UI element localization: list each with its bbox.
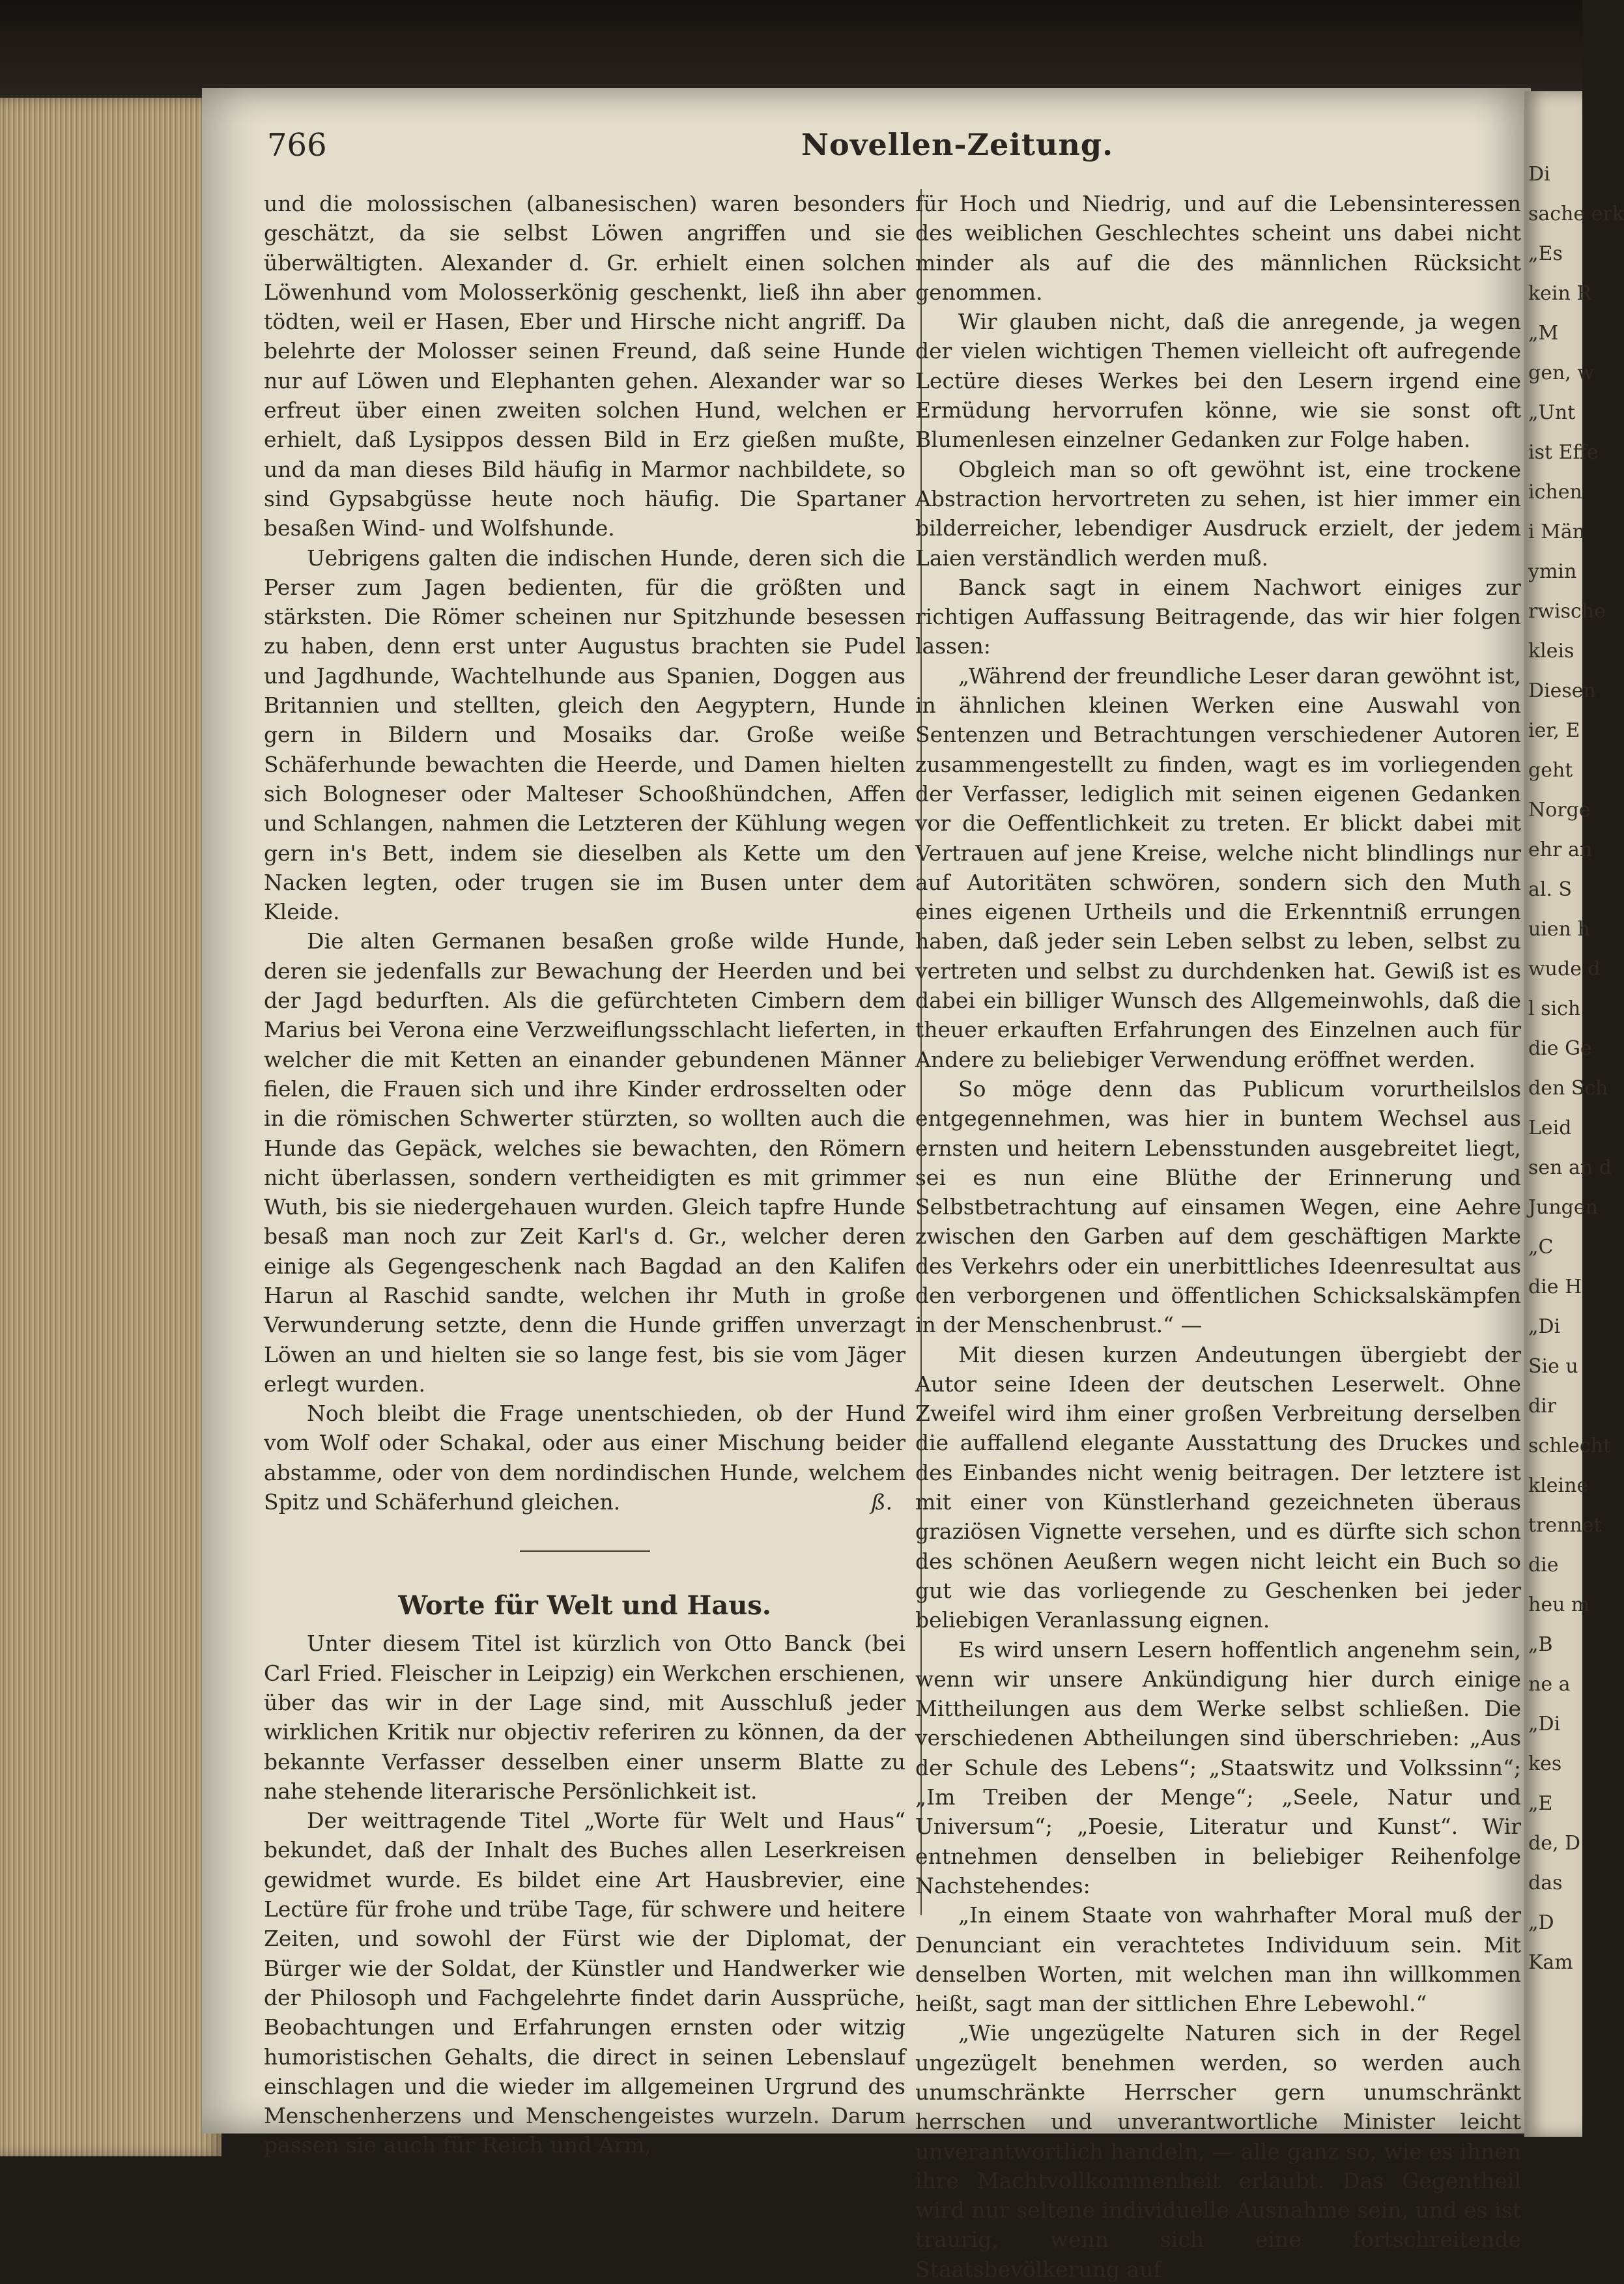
adjacent-page-text: „Es: [1528, 242, 1563, 265]
adjacent-page-text: die H: [1528, 1276, 1582, 1298]
adjacent-page-text: „Di: [1528, 1713, 1561, 1735]
section-divider: [520, 1550, 650, 1552]
quote-paragraph: So möge denn das Publicum vorurtheilslos entgegennehmen, was hier in buntem Wechsel aus ernsten und heitern Lebensstunden ausgebreitet liegt, sei es nun eine Blüthe der Erinnerung und Selbstbetrachtung auf einsamen Wegen, eine Aehre zwischen den Garben auf dem geschäftigen Markte des Verkehrs oder ein unerbittliches Ideenresultat aus den verborgenen und öffentlichen Schicksalskämpfen in der Menschenbrust.“ —: [915, 1076, 1521, 1338]
adjacent-page-text: sache erk: [1528, 203, 1624, 225]
paragraph: Mit diesen kurzen Andeutungen übergiebt der Autor seine Ideen der deutschen Leserwelt. Ohne Zweifel wird ihm einer großen Verbreitung derselben die auffallend elegante Ausstattung des Druckes und des Einbandes nicht wenig beitragen. Der letztere ist mit einer von Künstlerhand gezeichneten überaus graziösen Vignette versehen, und es dürfte sich schon des schönen Aeußern wegen nicht leicht ein Buch so gut wie das vorliegende zu Geschenken bei jeder beliebigen Veranlassung eignen.: [915, 1341, 1521, 1633]
paragraph: Obgleich man so oft gewöhnt ist, eine trockene Abstraction hervortreten zu sehen, ist hier immer ein bilderreicher, lebendiger Ausdruck erzielt, der jedem Laien verständlich werden muß.: [915, 456, 1521, 571]
adjacent-page-text: „M: [1528, 322, 1559, 345]
adjacent-page-text: rwische: [1528, 600, 1606, 623]
paragraph: Banck sagt in einem Nachwort einiges zur richtigen Auffassung Beitragende, das wir hier folgen lassen:: [915, 574, 1521, 659]
paragraph: Es wird unsern Lesern hoffentlich angenehm sein, wenn wir unsere Ankündigung hier durch einige Mittheilungen aus dem Werke selbst schließen. Die verschiedenen Abtheilungen sind überschrieben: „Aus der Schule des Lebens“; „Staatswitz und Volkssinn“; „Im Treiben der Menge“; „Seele, Natur und Universum“; „Poesie, Literatur und Kunst“. Wir entnehmen denselben in beliebiger Reihenfolge Nachstehendes:: [915, 1636, 1521, 1898]
adjacent-page-text: ist Effe: [1528, 441, 1599, 464]
paragraph-text: Noch bleibt die Frage unentschieden, ob der Hund vom Wolf oder Schakal, oder aus einer Mischung beider abstamme, oder von dem nordindischen Hunde, welchem Spitz und Schäferhund gleichen.: [264, 1401, 905, 1515]
quote-paragraph: „Während der freundliche Leser daran gewöhnt ist, in ähnlichen kleinen Werken eine Auswahl von Sentenzen und Betrachtungen verschiedener Autoren zusammengestellt zu finden, wagt es im vorliegenden der Verfasser, lediglich mit seinen eigenen Gedanken vor die Oeffentlichkeit zu treten. Er blickt dabei mit Vertrauen auf jene Kreise, welche nicht blindlings nur auf Autoritäten schwören, sondern sich den Muth eines eigenen Urtheils und die Erkenntniß errungen haben, daß jeder sein Leben selbst zu leben, selbst zu vertreten und selbst zu durchdenken hat. Gewiß ist es dabei ein billiger Wunsch des Allgemeinwohls, daß die theuer erkauften Erfahrungen des Einzelnen auch für Andere zu beliebiger Verwendung eröffnet werden.: [915, 663, 1521, 1072]
paragraph: Unter diesem Titel ist kürzlich von Otto Banck (bei Carl Fried. Fleischer in Leipzig) ein Werkchen erschienen, über das wir in der Lage sind, mit Ausschluß jeder wirklichen Kritik nur objectiv referiren zu können, da der bekannte Verfasser desselben einer unserm Blatte zu nahe stehende literarische Persönlichkeit ist.: [264, 1631, 905, 1804]
adjacent-page-text: „D: [1528, 1911, 1554, 1934]
adjacent-page-text: gen, w: [1528, 362, 1595, 384]
paragraph: Der weittragende Titel „Worte für Welt und Haus“ bekundet, daß der Inhalt des Buches allen Leserkreisen gewidmet wurde. Es bildet eine Art Hausbrevier, eine Lectüre für frohe und trübe Tage, für schwere und heitere Zeiten, und sowohl der Fürst wie der Diplomat, der Bürger wie der Soldat, der Künstler und Handwerker wie der Philosoph und Fachgelehrte findet darin Aussprüche, Beobachtungen und Erfahrungen ernsten oder witzig humoristischen Gehalts, die direct in seinen Lebenslauf einschlagen und die wieder im allgemeinen Urgrund des Menschenherzens und Menschengeistes wurzeln. Darum passen sie auch für Reich und Arm,: [264, 1808, 905, 2158]
adjacent-page-text: kein R: [1528, 282, 1591, 305]
adjacent-page-text: Norge: [1528, 799, 1591, 821]
adjacent-page-text: ichen: [1528, 481, 1582, 504]
running-title: Novellen-Zeitung.: [801, 127, 1114, 162]
adjacent-page-text: die Ge: [1528, 1037, 1592, 1060]
paragraph: und die molossischen (albanesischen) waren besonders geschätzt, da sie selbst Löwen angriffen und sie überwältigten. Alexander d. Gr. erhielt einen solchen Löwenhund vom Molosserkönig geschenkt, ließ ihn aber tödten, weil er Hasen, Eber und Hirsche nicht angriff. Da belehrte der Molosser seinen Freund, daß seine Hunde nur auf Löwen und Elephanten gehen. Alexander war so erfreut über einen zweiten solchen Hund, welchen er erhielt, daß Lysippos dessen Bild in Erz gießen mußte, und da man dieses Bild häufig in Marmor nachbildete, so sind Gypsabgüsse heute noch häufig. Die Spartaner besaßen Wind- und Wolfshunde.: [264, 191, 905, 541]
adjacent-page-text: „C: [1528, 1236, 1554, 1259]
adjacent-page-fragment: [1524, 91, 1624, 2137]
adjacent-page-text: das: [1528, 1872, 1563, 1894]
adjacent-page-text: Kam: [1528, 1951, 1573, 1974]
adjacent-page-text: wude d: [1528, 958, 1601, 980]
section-title: Worte für Welt und Haus.: [398, 1590, 771, 1621]
adjacent-page-text: kleis: [1528, 640, 1574, 663]
page-header: [267, 127, 1472, 173]
paragraph: Die alten Germanen besaßen große wilde Hunde, deren sie jedenfalls zur Bewachung der Heerden und bei der Jagd bedurften. Als die gefürchteten Cimbern dem Marius bei Verona eine Verzweiflungsschlacht lieferten, in welcher die mit Ketten an einander gebundenen Männer fielen, die Frauen sich und ihre Kinder erdrosselten oder in die römischen Schwerter stürzten, so wollten auch die Hunde das Gepäck, welches sie bewachten, den Römern nicht überlassen, sondern vertheidigten es mit grimmer Wuth, bis sie niedergehauen wurden. Gleich tapfre Hunde besaß man noch zur Zeit Karl's d. Gr., welcher deren einige als Gegengeschenk nach Bagdad an den Kalifen Harun al Raschid sandte, welchen ihr Muth in große Verwunderung setzte, denn die Hunde griffen unverzagt Löwen an und hielten sie so lange fest, bis sie vom Jäger erlegt wurden.: [264, 928, 905, 1397]
adjacent-page-text: Sie u: [1528, 1355, 1578, 1378]
adjacent-page-text: kes: [1528, 1752, 1562, 1775]
book-page-edges: [0, 98, 221, 2156]
paragraph: für Hoch und Niedrig, und auf die Lebensinteressen des weiblichen Geschlechtes scheint uns dabei nicht minder als auf die des männlichen Rücksicht genommen.: [915, 191, 1521, 305]
adjacent-page-text: „E: [1528, 1792, 1553, 1815]
adjacent-page-text: ier, E: [1528, 719, 1580, 742]
adjacent-page-text: „Di: [1528, 1315, 1561, 1338]
adjacent-page-text: l sich: [1528, 997, 1581, 1020]
adjacent-page-text: schlecht: [1528, 1435, 1612, 1457]
adjacent-page-text: trennet: [1528, 1514, 1602, 1537]
paragraph: [264, 1399, 905, 1517]
adjacent-page-text: „Unt: [1528, 401, 1576, 424]
adjacent-page-text: sen an d: [1528, 1156, 1612, 1179]
left-column: [264, 189, 905, 2160]
adjacent-page-text: geht: [1528, 759, 1573, 782]
adjacent-page-text: de, D: [1528, 1832, 1581, 1855]
right-column: [915, 189, 1521, 2284]
adjacent-page-text: ymin: [1528, 560, 1577, 583]
adjacent-page-text: Di: [1528, 163, 1550, 186]
adjacent-page-text: heu m: [1528, 1593, 1590, 1616]
adjacent-page-text: kleine: [1528, 1474, 1589, 1497]
adjacent-page-text: al. S: [1528, 878, 1573, 901]
adjacent-page-text: Leid: [1528, 1117, 1572, 1139]
adjacent-page-text: „B: [1528, 1633, 1553, 1656]
adjacent-page-text: den Sch: [1528, 1077, 1608, 1100]
adjacent-page-text: Jungen: [1528, 1196, 1598, 1219]
quote-paragraph: „In einem Staate von wahrhafter Moral muß der Denunciant ein verachtetes Individuum sein. Mit denselben Worten, mit welchen man ihn willkommen heißt, sagt man der sittlichen Ehre Lebewohl.“: [915, 1902, 1521, 2017]
adjacent-page-text: i Män: [1528, 521, 1586, 543]
quote-paragraph: „Wie ungezügelte Naturen sich in der Regel ungezügelt benehmen werden, so werden auch unumschränkte Herrscher gern unumschränkt herrschen und unverantwortliche Minister leicht unverantwortlich handeln, — alle ganz so, wie es ihnen ihre Machtvollkommenheit erlaubt. Das Gegentheil wird nur seltene individuelle Ausnahme sein, und es ist traurig, wenn sich eine fortschreitende Staatsbevölkerung auf: [915, 2020, 1521, 2282]
adjacent-page-text: uien h: [1528, 918, 1590, 941]
paragraph: Uebrigens galten die indischen Hunde, deren sich die Perser zum Jagen bedienten, für die größten und stärksten. Die Römer scheinen nur Spitzhunde besessen zu haben, denn erst unter Augustus brachten sie Pudel und Jagdhunde, Wachtelhunde aus Spanien, Doggen aus Britannien und stellten, gleich den Aegyptern, Hunde gern in Bildern und Mosaiks dar. Große weiße Schäferhunde bewachten die Heerde, und Damen hielten sich Bologneser oder Malteser Schooßhündchen, Affen und Schlangen, nahmen die Letzteren der Kühlung wegen gern in's Bett, indem sie dieselben als Kette um den Nacken legten, oder trugen sie im Busen unter dem Kleide.: [264, 545, 905, 925]
adjacent-page-text: die: [1528, 1554, 1559, 1577]
page-number: 766: [267, 127, 327, 164]
author-signature: ß.: [871, 1489, 892, 1515]
adjacent-page-text: ehr an: [1528, 838, 1593, 861]
adjacent-page-text: Diesen: [1528, 679, 1596, 702]
paragraph: Wir glauben nicht, daß die anregende, ja wegen der vielen wichtigen Themen vielleicht oft aufregende Lectüre dieses Werkes bei den Lesern irgend eine Ermüdung hervorrufen könne, wie sie sonst oft Blumenlesen einzelner Gedanken zur Folge haben.: [915, 309, 1521, 453]
adjacent-page-text: ne a: [1528, 1673, 1571, 1696]
adjacent-page-text: dir: [1528, 1395, 1557, 1418]
